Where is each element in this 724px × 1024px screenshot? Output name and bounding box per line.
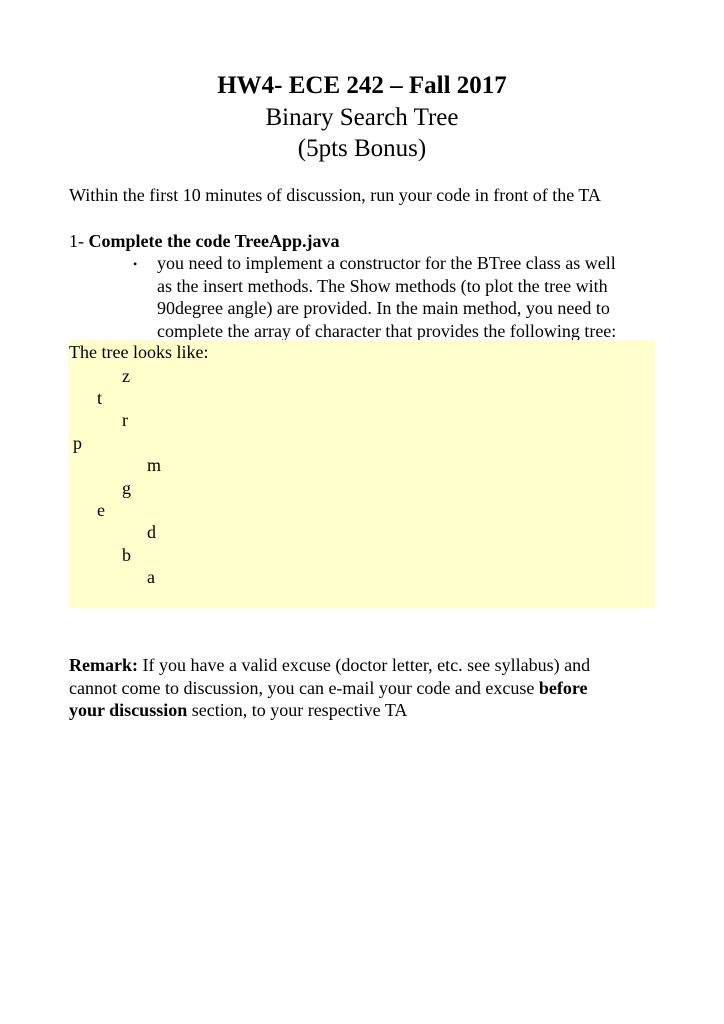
bullet-icon: • xyxy=(133,257,138,271)
tree-node-g: g xyxy=(122,478,131,498)
tree-node-b: b xyxy=(122,545,131,565)
remark-text-3: section, to your respective TA xyxy=(187,700,408,720)
remark-text-1: If you have a valid excuse (doctor letter, etc. see syllabus) and xyxy=(137,655,591,675)
remark-emphasis-1: before xyxy=(538,677,588,698)
tree-node-t: t xyxy=(97,388,103,408)
tree-label: The tree looks like: xyxy=(69,342,209,362)
task-title: Complete the code TreeApp.java xyxy=(88,231,340,251)
remark-paragraph xyxy=(69,654,659,722)
document-title: HW4- ECE 242 – Fall 2017 xyxy=(217,72,507,99)
bonus-note: (5pts Bonus) xyxy=(297,135,427,162)
tree-diagram-box xyxy=(69,340,655,608)
task-heading xyxy=(69,230,339,252)
tree-node-m: m xyxy=(147,455,162,475)
bullet-line-1: you need to implement a constructor for the BTree class as well xyxy=(157,253,616,273)
tree-node-a: a xyxy=(147,567,155,587)
remark-line-1 xyxy=(69,654,659,677)
remark-emphasis-2: your discussion xyxy=(69,700,188,720)
bullet-line-3: 90degree angle) are provided. In the main method, you need to xyxy=(157,298,610,318)
tree-node-e: e xyxy=(97,500,105,520)
remark-label: Remark: xyxy=(69,655,138,675)
tree-node-p: p xyxy=(73,433,82,453)
tree-node-z: z xyxy=(122,366,130,386)
bullet-line-2: as the insert methods. The Show methods (to plot the tree with xyxy=(157,275,608,296)
tree-node-d: d xyxy=(147,522,156,542)
bullet-line-4: complete the array of character that provides the following tree: xyxy=(157,320,617,341)
remark-text-2: cannot come to discussion, you can e-mail your code and excuse xyxy=(69,677,539,698)
tree-node-r: r xyxy=(122,410,128,430)
intro-paragraph: Within the first 10 minutes of discussion, run your code in front of the TA xyxy=(69,185,601,205)
remark-line-3 xyxy=(69,699,659,722)
task-number: 1- xyxy=(69,231,89,251)
remark-line-2 xyxy=(69,677,659,700)
document-subtitle: Binary Search Tree xyxy=(265,104,459,131)
title-block xyxy=(0,70,724,164)
